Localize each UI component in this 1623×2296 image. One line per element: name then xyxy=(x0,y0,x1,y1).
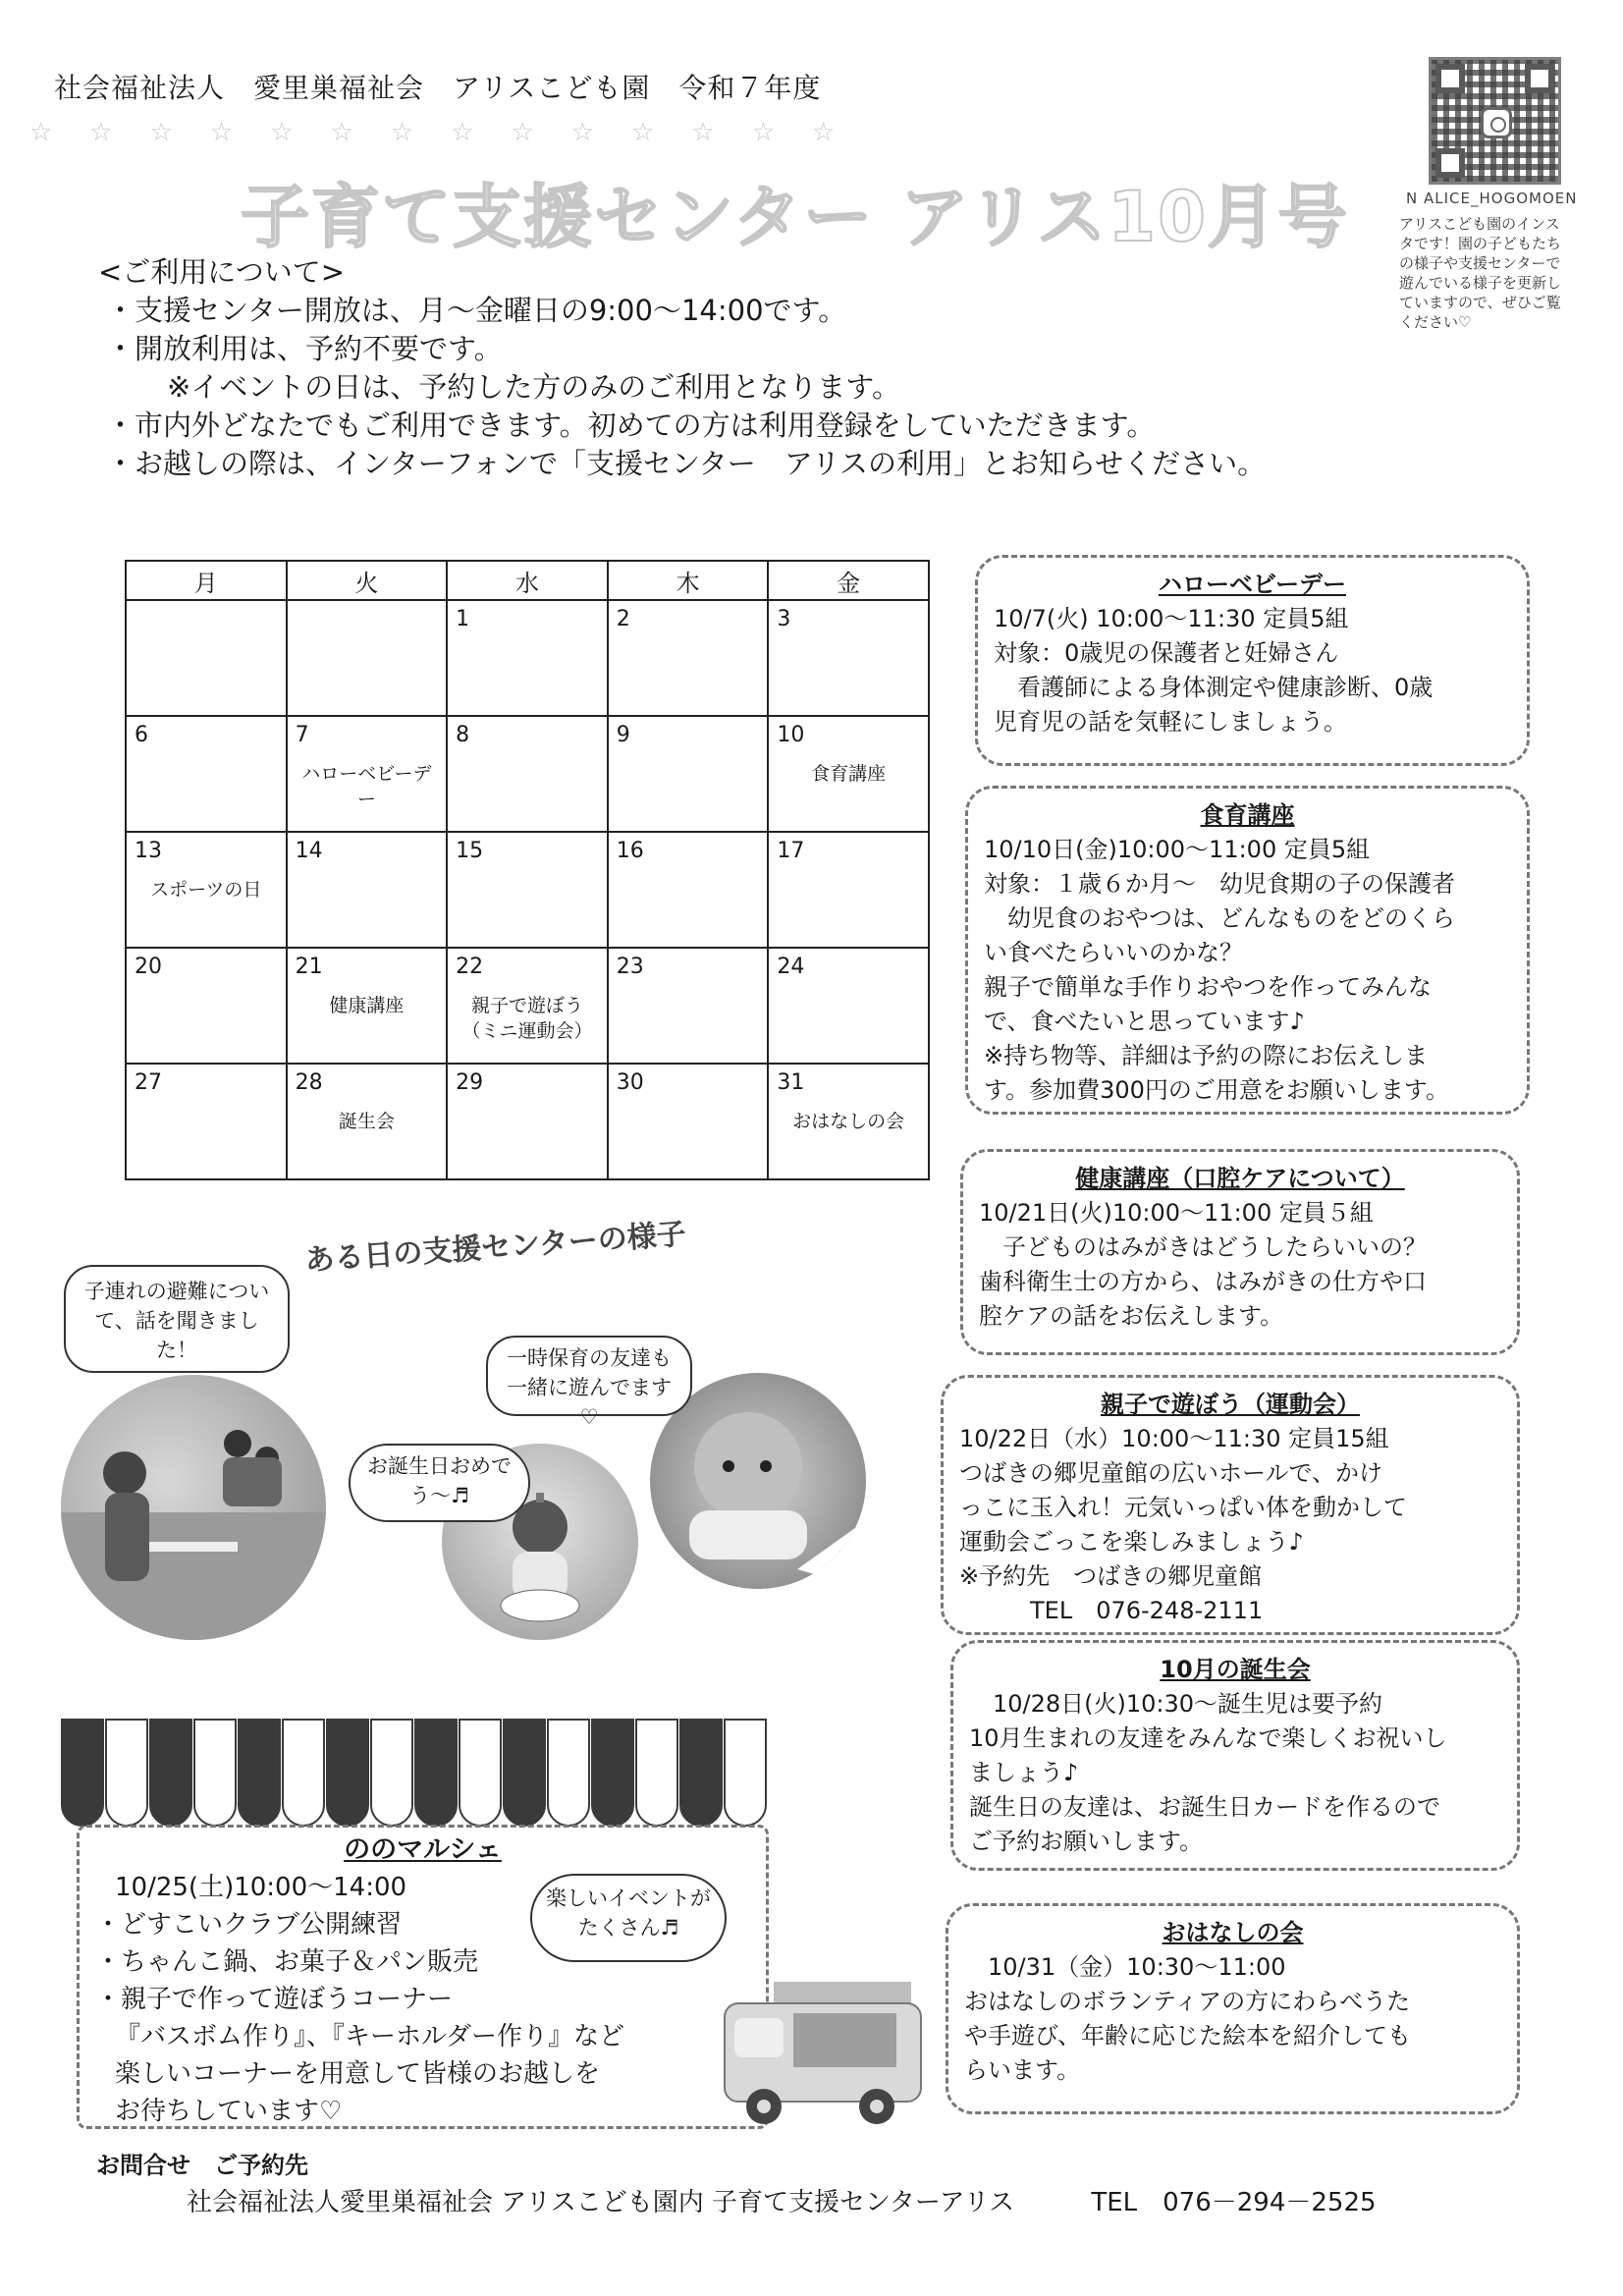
day-number: 3 xyxy=(777,607,791,631)
event-title: 親子で遊ぼう（運動会） xyxy=(1101,1391,1360,1418)
event-line: 10月生まれの友達をみんなで楽しくお祝いし xyxy=(969,1724,1447,1752)
event-line: 腔ケアの話をお伝えします。 xyxy=(979,1302,1284,1330)
awning-stripe xyxy=(724,1719,767,1827)
awning-stripe xyxy=(547,1719,590,1827)
contact-phone: TEL 076－294－2525 xyxy=(1091,2188,1377,2217)
day-number: 16 xyxy=(616,839,644,863)
event-title: おはなしの会 xyxy=(1162,1919,1304,1946)
calendar-day-cell xyxy=(447,716,608,832)
photo-section-heading: ある日の支援センターの様子 xyxy=(303,1217,687,1279)
calendar-day-cell xyxy=(126,716,287,832)
event-line: や手遊び、年齢に応じた絵本を紹介しても xyxy=(964,2022,1412,2050)
day-number: 23 xyxy=(616,955,644,979)
day-number: 9 xyxy=(616,723,630,747)
event-title: 食育講座 xyxy=(1200,801,1295,829)
event-line: ご予約お願いします。 xyxy=(969,1828,1204,1855)
event-title: ハローベビーデー xyxy=(1158,571,1347,598)
event-line: 親子で簡単な手作りおやつを作ってみんな xyxy=(984,973,1432,1001)
day-number: 31 xyxy=(777,1070,805,1095)
awning-stripe xyxy=(61,1719,104,1827)
event-line: 10/28日(火)10:30～誕生児は要予約 xyxy=(969,1690,1383,1718)
day-event: 食育講座 xyxy=(811,763,887,785)
event-line: おはなしのボランティアの方にわらべうた xyxy=(964,1988,1411,2015)
calendar-week xyxy=(126,948,929,1064)
day-event: おはなしの会 xyxy=(792,1111,905,1132)
awning-stripe xyxy=(591,1719,634,1827)
awning-stripe xyxy=(149,1719,192,1827)
usage-heading: <ご利用について> xyxy=(98,255,346,289)
weekday-header: 金 xyxy=(768,561,929,600)
calendar-week xyxy=(126,1064,929,1179)
awning-stripe xyxy=(635,1719,678,1827)
awning-decoration xyxy=(61,1719,768,1827)
event-line: ※予約先 つばきの郷児童館 xyxy=(959,1562,1263,1590)
calendar-day-cell xyxy=(768,948,929,1064)
instagram-icon xyxy=(1481,107,1512,138)
food-truck-icon xyxy=(705,1964,931,2131)
event-line: で、食べたいと思っています♪ xyxy=(984,1008,1305,1035)
awning-stripe xyxy=(414,1719,458,1827)
day-event: ハローベビーデー xyxy=(301,763,432,810)
event-line: 10/22日（水）10:00～11:30 定員15組 xyxy=(959,1425,1389,1452)
calendar-day-cell xyxy=(126,600,287,716)
calendar-day-cell xyxy=(447,600,608,716)
event-ohanashi xyxy=(946,1903,1520,2114)
event-line: 対象：１歳６か月～ 幼児食期の子の保護者 xyxy=(984,870,1455,898)
event-shokuiku xyxy=(965,786,1530,1115)
event-hello-baby xyxy=(975,555,1530,766)
speech-bubble-marche: 楽しいイベントがたくさん♬ xyxy=(530,1874,727,1962)
day-event: 誕生会 xyxy=(338,1111,395,1132)
weekday-header: 火 xyxy=(287,561,448,600)
calendar-day-cell xyxy=(126,1064,287,1179)
marche-line: ・ちゃんこ鍋、お菓子＆パン販売 xyxy=(95,1947,479,1977)
day-number: 29 xyxy=(456,1070,484,1095)
calendar-day-cell xyxy=(447,948,608,1064)
day-number: 10 xyxy=(777,723,805,747)
star-decoration: ☆☆☆☆☆☆☆☆☆☆☆☆☆☆ xyxy=(29,118,873,147)
newsletter-title: 子育て支援センター アリス10月号 xyxy=(241,177,1349,257)
awning-stripe xyxy=(238,1719,281,1827)
calendar-day-cell xyxy=(768,832,929,948)
day-event: 親子で遊ぼう（ミニ運動会） xyxy=(461,995,593,1042)
usage-line: ※イベントの日は、予約した方のみのご利用となります。 xyxy=(167,370,900,404)
marche-line: 10/25(土)10:00～14:00 xyxy=(115,1873,407,1902)
contact-info xyxy=(187,2182,1377,2218)
calendar-day-cell xyxy=(768,1064,929,1179)
qr-code-icon[interactable] xyxy=(1429,57,1561,185)
calendar-day-cell xyxy=(287,832,448,948)
usage-line: ・市内外どなたでもご利用できます。初めての方は利用登録をしていただきます。 xyxy=(106,409,1156,442)
marche-line: 楽しいコーナーを用意して皆様のお越しを xyxy=(115,2059,601,2089)
calendar-day-cell xyxy=(126,948,287,1064)
event-line: い食べたらいいのかな？ xyxy=(984,939,1243,966)
event-title: 健康講座（口腔ケアについて） xyxy=(1075,1165,1405,1192)
event-line: 看護師による身体測定や健康診断、0歳 xyxy=(994,674,1434,701)
day-number: 20 xyxy=(135,955,162,979)
event-line: 誕生日の友達は、お誕生日カードを作るので xyxy=(969,1793,1440,1821)
speech-bubble-evacuation: 子連れの避難について、話を聞きました！ xyxy=(64,1265,290,1373)
weekday-header: 木 xyxy=(608,561,769,600)
event-undokai xyxy=(941,1375,1520,1635)
marche-title: ののマルシェ xyxy=(344,1834,502,1865)
day-number: 15 xyxy=(456,839,484,863)
marche-line: ・親子で作って遊ぼうコーナー xyxy=(95,1985,454,2014)
calendar-day-cell xyxy=(287,600,448,716)
day-event: 健康講座 xyxy=(329,995,405,1016)
day-number: 27 xyxy=(135,1070,162,1095)
day-number: 28 xyxy=(295,1070,323,1095)
contact-label: お問合せ ご予約先 xyxy=(96,2152,308,2179)
calendar-week xyxy=(126,600,929,716)
awning-stripe xyxy=(679,1719,723,1827)
day-event: スポーツの日 xyxy=(150,879,262,901)
day-number: 7 xyxy=(295,723,309,747)
event-line: っこに玉入れ！元気いっぱい体を動かして xyxy=(959,1494,1407,1521)
event-line: 子どものはみがきはどうしたらいいの？ xyxy=(979,1233,1427,1261)
calendar-day-cell xyxy=(608,1064,769,1179)
day-number: 1 xyxy=(456,607,470,631)
instagram-note: アリスこども園のインスタです！園の子どもたちの様子や支援センターで遊んでいる様子を更新していますので、ぜひご覧ください♡ xyxy=(1399,215,1562,331)
weekday-header: 月 xyxy=(126,561,287,600)
speech-bubble-friends: 一時保育の友達も一緒に遊んでます♡ xyxy=(486,1336,692,1416)
weekday-header: 水 xyxy=(447,561,608,600)
day-number: 2 xyxy=(616,607,630,631)
event-line: 児育児の話を気軽にしましょう。 xyxy=(994,708,1347,736)
marche-line: ・どすこいクラブ公開練習 xyxy=(95,1910,403,1940)
awning-stripe xyxy=(326,1719,369,1827)
day-number: 14 xyxy=(295,839,323,863)
event-line: ましょう♪ xyxy=(969,1759,1079,1786)
event-line: す。参加費300円のご用意をお願いします。 xyxy=(984,1076,1449,1104)
awning-stripe xyxy=(503,1719,546,1827)
usage-line: ・お越しの際は、インターフォンで「支援センター アリスの利用」とお知らせください。 xyxy=(106,447,1267,480)
calendar-day-cell xyxy=(447,832,608,948)
event-line: 10/10日(金)10:00～11:00 定員5組 xyxy=(984,836,1371,863)
calendar-day-cell xyxy=(287,716,448,832)
october-calendar xyxy=(125,560,930,1180)
usage-section xyxy=(98,253,1266,483)
event-line: 運動会ごっこを楽しみましょう♪ xyxy=(959,1528,1304,1556)
calendar-day-cell xyxy=(287,948,448,1064)
event-line: 10/31（金）10:30～11:00 xyxy=(964,1953,1286,1981)
event-line: 10/7(火) 10:00～11:30 定員5組 xyxy=(994,605,1349,632)
calendar-day-cell xyxy=(608,948,769,1064)
organization-name: 社会福祉法人 愛里巣福祉会 アリスこども園 令和７年度 xyxy=(54,72,822,104)
event-line: らいます。 xyxy=(964,2056,1081,2084)
event-line: 対象：0歳児の保護者と妊婦さん xyxy=(994,639,1339,667)
day-number: 21 xyxy=(295,955,323,979)
calendar-day-cell xyxy=(126,832,287,948)
event-line: TEL 076-248-2111 xyxy=(959,1597,1264,1624)
event-line: 10/21日(火)10:00～11:00 定員５組 xyxy=(979,1199,1374,1227)
calendar-day-cell xyxy=(447,1064,608,1179)
usage-line: ・支援センター開放は、月～金曜日の9:00～14:00です。 xyxy=(106,294,847,327)
awning-stripe xyxy=(193,1719,237,1827)
marche-section xyxy=(77,1825,769,2129)
day-number: 13 xyxy=(135,839,162,863)
event-kenko xyxy=(960,1149,1520,1355)
calendar-day-cell xyxy=(608,832,769,948)
instagram-handle: N ALICE_HOGOMOEN xyxy=(1406,190,1578,207)
event-line: ※持ち物等、詳細は予約の際にお伝えしま xyxy=(984,1042,1429,1069)
calendar-day-cell xyxy=(608,600,769,716)
event-line: 幼児食のおやつは、どんなものをどのくら xyxy=(984,904,1455,932)
calendar-day-cell xyxy=(768,600,929,716)
event-title: 10月の誕生会 xyxy=(1160,1656,1311,1683)
calendar-week xyxy=(126,832,929,948)
calendar-day-cell xyxy=(768,716,929,832)
awning-stripe xyxy=(105,1719,148,1827)
speech-bubble-birthday: お誕生日おめでう～♬ xyxy=(349,1444,530,1522)
day-number: 24 xyxy=(777,955,805,979)
contact-org: 社会福祉法人愛里巣福祉会 アリスこども園内 子育て支援センターアリス xyxy=(187,2188,1015,2217)
marche-line: お待ちしています♡ xyxy=(115,2097,343,2126)
awning-stripe xyxy=(370,1719,413,1827)
calendar-day-cell xyxy=(608,716,769,832)
marche-line: 『バスボム作り』、『キーホルダー作り』など xyxy=(115,2022,624,2051)
awning-stripe xyxy=(282,1719,325,1827)
photo-evacuation-talk xyxy=(61,1375,326,1640)
calendar-day-cell xyxy=(287,1064,448,1179)
calendar-week xyxy=(126,716,929,832)
day-number: 30 xyxy=(616,1070,644,1095)
event-birthday xyxy=(950,1640,1520,1871)
day-number: 8 xyxy=(456,723,470,747)
day-number: 6 xyxy=(135,723,148,747)
day-number: 17 xyxy=(777,839,805,863)
event-line: つばきの郷児童館の広いホールで、かけ xyxy=(959,1459,1383,1487)
awning-stripe xyxy=(459,1719,502,1827)
usage-line: ・開放利用は、予約不要です。 xyxy=(106,332,503,365)
event-line: 歯科衛生士の方から、はみがきの仕方や口 xyxy=(979,1268,1427,1295)
day-number: 22 xyxy=(456,955,484,979)
